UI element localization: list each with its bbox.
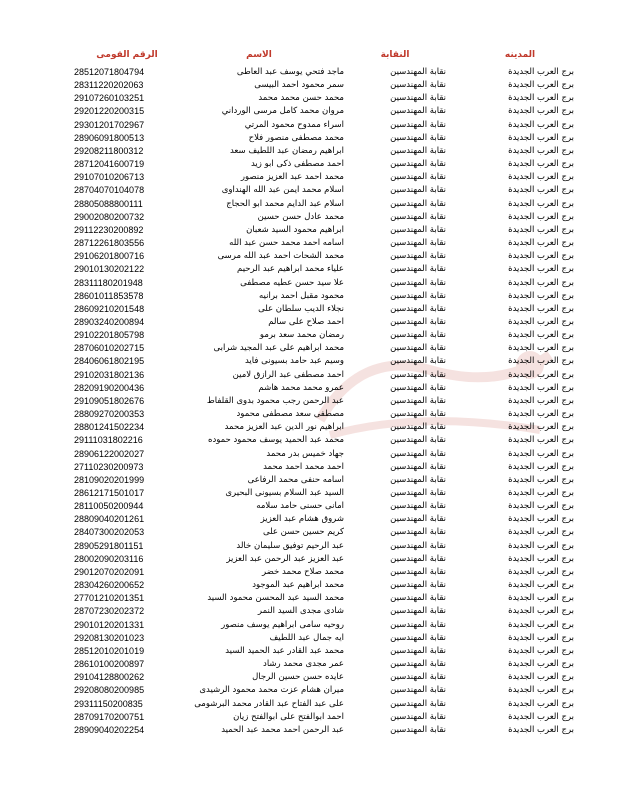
national-id-cell: 28712261803556 — [74, 238, 145, 249]
table-row — [0, 237, 618, 250]
name-cell: عبد الرحمن احمد محمد عبد الحميد — [221, 724, 344, 735]
syndicate-cell: نقابة المهندسين — [390, 619, 446, 630]
table-row — [0, 500, 618, 513]
national-id-cell: 29010120201331 — [74, 619, 145, 630]
city-cell: برج العرب الجديدة — [508, 343, 574, 354]
city-cell: برج العرب الجديدة — [508, 356, 574, 367]
table-row — [0, 303, 618, 316]
city-cell: برج العرب الجديدة — [508, 474, 574, 485]
city-cell: برج العرب الجديدة — [508, 409, 574, 420]
syndicate-cell: نقابة المهندسين — [390, 606, 446, 617]
syndicate-cell: نقابة المهندسين — [390, 514, 446, 525]
national-id-cell: 27110230200973 — [74, 461, 144, 472]
name-cell: روحيه سامى ابراهيم يوسف منصور — [221, 619, 344, 630]
table-row — [0, 105, 618, 118]
table-row — [0, 369, 618, 382]
table-row — [0, 671, 618, 684]
national-id-cell: 29107260103251 — [74, 93, 145, 104]
table-row — [0, 684, 618, 697]
city-cell: برج العرب الجديدة — [508, 382, 574, 393]
national-id-cell: 29104128800262 — [74, 672, 145, 683]
name-cell: امانى حسنى حامد سلامه — [256, 501, 344, 512]
column-header-name: الاسم — [246, 50, 272, 60]
national-id-cell: 28809270200353 — [74, 409, 145, 420]
table-row — [0, 132, 618, 145]
city-cell: برج العرب الجديدة — [508, 672, 574, 683]
national-id-cell: 29010130202122 — [74, 264, 145, 275]
city-cell: برج العرب الجديدة — [508, 211, 574, 222]
table-row — [0, 461, 618, 474]
syndicate-cell: نقابة المهندسين — [390, 382, 446, 393]
city-cell: برج العرب الجديدة — [508, 238, 574, 249]
national-id-cell: 28707230202372 — [74, 606, 145, 617]
name-cell: السيد عبد السلام بسيونى البحيرى — [225, 488, 344, 498]
city-cell: برج العرب الجديدة — [508, 251, 574, 262]
syndicate-cell: نقابة المهندسين — [390, 488, 446, 498]
city-cell: برج العرب الجديدة — [508, 395, 574, 406]
national-id-cell: 29208130201023 — [74, 632, 145, 643]
national-id-cell: 28704070104078 — [74, 185, 145, 196]
table-row — [0, 184, 618, 197]
national-id-cell: 29106201800716 — [74, 251, 145, 262]
city-cell: برج العرب الجديدة — [508, 277, 574, 288]
name-cell: احمد صلاح على سالم — [268, 316, 344, 327]
name-cell: اسلام محمد ايمن عبد الله الهنداوى — [221, 185, 344, 196]
name-cell: احمد مصطفى عبد الرازق لامين — [232, 369, 344, 380]
table-row — [0, 263, 618, 276]
city-cell: برج العرب الجديدة — [508, 132, 574, 143]
syndicate-cell: نقابة المهندسين — [390, 593, 446, 604]
national-id-cell: 28801241502234 — [74, 422, 145, 433]
name-cell: عمرو محمد محمد هاشم — [258, 382, 344, 393]
city-cell: برج العرب الجديدة — [508, 290, 574, 301]
table-row — [0, 408, 618, 421]
city-cell: برج العرب الجديدة — [508, 619, 574, 630]
national-id-cell: 29107010206713 — [74, 172, 145, 183]
national-id-cell: 29012070202091 — [74, 566, 145, 577]
national-id-cell: 28110050200944 — [74, 501, 144, 512]
city-cell: برج العرب الجديدة — [508, 685, 574, 696]
table-row — [0, 171, 618, 184]
national-id-cell: 29111031802216 — [74, 435, 143, 446]
table-row — [0, 342, 618, 355]
name-cell: محمد مصطفى منصور فلاح — [248, 132, 344, 143]
national-id-cell: 29311150200835 — [74, 698, 143, 709]
name-cell: رمضان محمد سعد برمو — [259, 330, 344, 341]
national-id-cell: 28406061802195 — [74, 356, 145, 367]
city-cell: برج العرب الجديدة — [508, 593, 574, 604]
name-cell: عمر مجدى محمد رشاد — [263, 659, 344, 670]
national-id-cell: 28512071804794 — [74, 67, 145, 77]
national-id-cell: 28805088800111 — [74, 198, 143, 209]
name-cell: مصطفى سعد مصطفى محمود — [236, 409, 344, 420]
national-id-cell: 28609210201548 — [74, 303, 145, 314]
national-id-cell: 28809040201261 — [74, 514, 145, 525]
national-id-cell: 29201220200315 — [74, 106, 145, 117]
name-cell: اسامه حنفى محمد الرفاعى — [247, 474, 344, 485]
name-cell: محمد ابراهيم عبد الموجود — [252, 580, 344, 591]
syndicate-cell: نقابة المهندسين — [390, 93, 446, 104]
name-cell: احمد محمد احمد محمد — [263, 461, 344, 472]
table-row — [0, 698, 618, 711]
name-cell: وسيم عبد حامد بسيونى فايد — [244, 356, 344, 367]
name-cell: محمد الشحات احمد عبد الله مرسى — [217, 251, 344, 262]
national-id-cell: 28709170200751 — [74, 711, 145, 722]
name-cell: كريم حسين حسن على — [262, 527, 344, 538]
table-row — [0, 553, 618, 566]
table-row — [0, 198, 618, 211]
name-cell: ابراهيم نور الدين عبد العزيز محمد — [224, 422, 344, 433]
national-id-cell: 28209190200436 — [74, 382, 145, 393]
national-id-cell: 28311180201948 — [74, 277, 143, 288]
name-cell: جهاد خميس بدر محمد — [266, 448, 344, 459]
syndicate-cell: نقابة المهندسين — [390, 435, 446, 446]
name-cell: نجلاء الديب سلطان على — [258, 303, 344, 314]
name-cell: ايه جمال عبد اللطيف — [269, 632, 344, 643]
syndicate-cell: نقابة المهندسين — [390, 145, 446, 156]
syndicate-cell: نقابة المهندسين — [390, 659, 446, 670]
national-id-cell: 28906122002027 — [74, 448, 145, 459]
name-cell: ميران هشام عزت محمد محمود الرشيدى — [199, 685, 344, 696]
name-cell: شادى مجدى السيد النمر — [257, 606, 344, 617]
table-row — [0, 211, 618, 224]
syndicate-cell: نقابة المهندسين — [390, 80, 446, 91]
city-cell: برج العرب الجديدة — [508, 540, 574, 551]
national-id-cell: 28610100200897 — [74, 659, 145, 670]
syndicate-cell: نقابة المهندسين — [390, 422, 446, 433]
city-cell: برج العرب الجديدة — [508, 461, 574, 472]
table-row — [0, 395, 618, 408]
name-cell: محمد السيد عبد المحسن محمود السيد — [207, 593, 344, 604]
table-row — [0, 145, 618, 158]
city-cell: برج العرب الجديدة — [508, 316, 574, 327]
national-id-cell: 28903240200894 — [74, 316, 145, 327]
city-cell: برج العرب الجديدة — [508, 488, 574, 498]
city-cell: برج العرب الجديدة — [508, 527, 574, 538]
table-row — [0, 434, 618, 447]
table-row — [0, 448, 618, 461]
national-id-cell: 29301201702967 — [74, 119, 145, 130]
syndicate-cell: نقابة المهندسين — [390, 698, 446, 709]
name-cell: علياء محمد ابراهيم عبد الرحيم — [237, 264, 344, 275]
syndicate-cell: نقابة المهندسين — [390, 277, 446, 288]
name-cell: عبد العزيز عبد الرحمن عبد العزيز — [226, 553, 344, 564]
national-id-cell: 28407300202053 — [74, 527, 145, 538]
national-id-cell: 28612171501017 — [74, 488, 145, 498]
national-id-cell: 29208211800312 — [74, 145, 144, 156]
name-cell: عايده حسن حسين الرجال — [252, 672, 344, 683]
national-id-cell: 29102201805798 — [74, 330, 145, 341]
name-cell: محمود مقبل احمد برانيه — [259, 290, 344, 301]
name-cell: ماجد فتحي يوسف عبد العاطى — [236, 67, 344, 77]
table-row — [0, 526, 618, 539]
name-cell: اسراء ممدوح محمود المرتي — [244, 119, 344, 130]
table-row — [0, 540, 618, 553]
city-cell: برج العرب الجديدة — [508, 264, 574, 275]
national-id-cell: 28905291801151 — [74, 540, 144, 551]
table-row — [0, 566, 618, 579]
national-id-cell: 28601011853578 — [74, 290, 144, 301]
name-cell: ابراهيم رمضان عبد اللطيف سعد — [229, 145, 344, 156]
name-cell: على عبد الفتاح عبد القادر محمد البرشومى — [194, 698, 344, 709]
city-cell: برج العرب الجديدة — [508, 330, 574, 341]
table-row — [0, 66, 618, 79]
city-cell: برج العرب الجديدة — [508, 67, 574, 77]
syndicate-cell: نقابة المهندسين — [390, 461, 446, 472]
city-cell: برج العرب الجديدة — [508, 566, 574, 577]
table-row — [0, 158, 618, 171]
table-row — [0, 579, 618, 592]
city-cell: برج العرب الجديدة — [508, 119, 574, 130]
city-cell: برج العرب الجديدة — [508, 198, 574, 209]
syndicate-cell: نقابة المهندسين — [390, 645, 446, 656]
column-header-city: المدينه — [504, 50, 536, 60]
table-row — [0, 119, 618, 132]
syndicate-cell: نقابة المهندسين — [390, 290, 446, 301]
table-row — [0, 724, 618, 737]
syndicate-cell: نقابة المهندسين — [390, 672, 446, 683]
table-row — [0, 224, 618, 237]
syndicate-cell: نقابة المهندسين — [390, 172, 446, 183]
syndicate-cell: نقابة المهندسين — [390, 474, 446, 485]
syndicate-cell: نقابة المهندسين — [390, 330, 446, 341]
national-id-cell: 29208080200985 — [74, 685, 145, 696]
city-cell: برج العرب الجديدة — [508, 145, 574, 156]
table-row — [0, 711, 618, 724]
table-row — [0, 316, 618, 329]
syndicate-cell: نقابة المهندسين — [390, 67, 446, 77]
table-row — [0, 619, 618, 632]
national-id-cell: 28909040202254 — [74, 724, 145, 735]
syndicate-cell: نقابة المهندسين — [390, 159, 446, 170]
table-row — [0, 277, 618, 290]
city-cell: برج العرب الجديدة — [508, 580, 574, 591]
city-cell: برج العرب الجديدة — [508, 106, 574, 117]
name-cell: شروق هشام عبد العزيز — [260, 514, 344, 525]
table-row — [0, 329, 618, 342]
syndicate-cell: نقابة المهندسين — [390, 448, 446, 459]
syndicate-cell: نقابة المهندسين — [390, 527, 446, 538]
national-id-cell: 28002090203116 — [74, 553, 144, 564]
table-row — [0, 382, 618, 395]
national-id-cell: 28109020201999 — [74, 474, 145, 485]
city-cell: برج العرب الجديدة — [508, 724, 574, 735]
syndicate-cell: نقابة المهندسين — [390, 540, 446, 551]
city-cell: برج العرب الجديدة — [508, 553, 574, 564]
name-cell: محمد ابراهيم على عبد المجيد شرابى — [213, 343, 344, 354]
name-cell: ابراهيم محمود السيد شعبان — [246, 224, 344, 235]
name-cell: علا سيد حسن عطيه مصطفى — [240, 277, 344, 288]
city-cell: برج العرب الجديدة — [508, 514, 574, 525]
city-cell: برج العرب الجديدة — [508, 711, 574, 722]
syndicate-cell: نقابة المهندسين — [390, 553, 446, 564]
national-id-cell: 27701210201351 — [74, 593, 145, 604]
table-row — [0, 92, 618, 105]
syndicate-cell: نقابة المهندسين — [390, 685, 446, 696]
table-row — [0, 487, 618, 500]
city-cell: برج العرب الجديدة — [508, 435, 574, 446]
table-row — [0, 605, 618, 618]
table-row — [0, 355, 618, 368]
syndicate-cell: نقابة المهندسين — [390, 316, 446, 327]
city-cell: برج العرب الجديدة — [508, 185, 574, 196]
city-cell: برج العرب الجديدة — [508, 632, 574, 643]
syndicate-cell: نقابة المهندسين — [390, 211, 446, 222]
national-id-cell: 28311220202063 — [74, 80, 144, 91]
syndicate-cell: نقابة المهندسين — [390, 264, 446, 275]
syndicate-cell: نقابة المهندسين — [390, 369, 446, 380]
table-row — [0, 474, 618, 487]
table-row — [0, 421, 618, 434]
city-cell: برج العرب الجديدة — [508, 501, 574, 512]
syndicate-cell: نقابة المهندسين — [390, 409, 446, 420]
column-header-syndicate: النقابة — [380, 50, 410, 60]
syndicate-cell: نقابة المهندسين — [390, 356, 446, 367]
name-cell: محمد عبد الحميد يوسف محمود حموده — [207, 435, 344, 446]
name-cell: محمد حسن محمد محمد — [258, 93, 344, 104]
city-cell: برج العرب الجديدة — [508, 80, 574, 91]
national-id-cell: 29112230200892 — [74, 224, 144, 235]
name-cell: عبد الرحيم توفيق سليمان خالد — [236, 540, 344, 551]
name-cell: احمد ابوالفتح على ابوالفتح زيان — [233, 711, 344, 722]
syndicate-cell: نقابة المهندسين — [390, 119, 446, 130]
column-header-national-id: الرقم القومى — [96, 50, 158, 60]
city-cell: برج العرب الجديدة — [508, 224, 574, 235]
name-cell: مروان محمد كامل مرسى الورداني — [221, 106, 344, 117]
national-id-cell: 29102031802136 — [74, 369, 145, 380]
name-cell: سمر محمود احمد البيسى — [254, 80, 344, 91]
city-cell: برج العرب الجديدة — [508, 369, 574, 380]
syndicate-cell: نقابة المهندسين — [390, 632, 446, 643]
name-cell: اسلام عبد الدايم محمد ابو الحجاج — [226, 198, 344, 209]
syndicate-cell: نقابة المهندسين — [390, 395, 446, 406]
national-id-cell: 28712041600719 — [74, 159, 145, 170]
city-cell: برج العرب الجديدة — [508, 606, 574, 617]
syndicate-cell: نقابة المهندسين — [390, 251, 446, 262]
name-cell: عبد الرحمن رجب محمود بدوى القلفاط — [206, 395, 344, 406]
table-row — [0, 632, 618, 645]
city-cell: برج العرب الجديدة — [508, 448, 574, 459]
city-cell: برج العرب الجديدة — [508, 159, 574, 170]
syndicate-cell: نقابة المهندسين — [390, 238, 446, 249]
name-cell: احمد مصطفى ذكى ابو زيد — [250, 159, 344, 170]
table-row — [0, 79, 618, 92]
name-cell: محمد صلاح محمد خضر — [261, 566, 344, 577]
table-row — [0, 658, 618, 671]
national-id-cell: 29109051802676 — [74, 395, 145, 406]
syndicate-cell: نقابة المهندسين — [390, 501, 446, 512]
city-cell: برج العرب الجديدة — [508, 645, 574, 656]
syndicate-cell: نقابة المهندسين — [390, 224, 446, 235]
national-id-cell: 29002080200732 — [74, 211, 145, 222]
syndicate-cell: نقابة المهندسين — [390, 132, 446, 143]
city-cell: برج العرب الجديدة — [508, 698, 574, 709]
syndicate-cell: نقابة المهندسين — [390, 185, 446, 196]
national-id-cell: 28906091800513 — [74, 132, 145, 143]
national-id-cell: 28706010202715 — [74, 343, 145, 354]
table-row — [0, 592, 618, 605]
table-body — [0, 66, 618, 737]
name-cell: محمد عادل حسن حسين — [257, 211, 344, 222]
city-cell: برج العرب الجديدة — [508, 303, 574, 314]
table-row — [0, 290, 618, 303]
city-cell: برج العرب الجديدة — [508, 172, 574, 183]
national-id-cell: 28304260200652 — [74, 580, 145, 591]
name-cell: اسامه احمد محمد حسن عبد الله — [229, 238, 344, 249]
name-cell: محمد عبد القادر عبد الحميد السيد — [225, 645, 344, 656]
syndicate-cell: نقابة المهندسين — [390, 343, 446, 354]
national-id-cell: 28512010201019 — [74, 645, 145, 656]
syndicate-cell: نقابة المهندسين — [390, 566, 446, 577]
name-cell: محمد احمد عبد العزيز منصور — [240, 172, 344, 183]
city-cell: برج العرب الجديدة — [508, 93, 574, 104]
syndicate-cell: نقابة المهندسين — [390, 106, 446, 117]
syndicate-cell: نقابة المهندسين — [390, 724, 446, 735]
city-cell: برج العرب الجديدة — [508, 422, 574, 433]
table-row — [0, 645, 618, 658]
syndicate-cell: نقابة المهندسين — [390, 303, 446, 314]
syndicate-cell: نقابة المهندسين — [390, 198, 446, 209]
table-row — [0, 513, 618, 526]
syndicate-cell: نقابة المهندسين — [390, 580, 446, 591]
syndicate-cell: نقابة المهندسين — [390, 711, 446, 722]
table-row — [0, 250, 618, 263]
city-cell: برج العرب الجديدة — [508, 659, 574, 670]
